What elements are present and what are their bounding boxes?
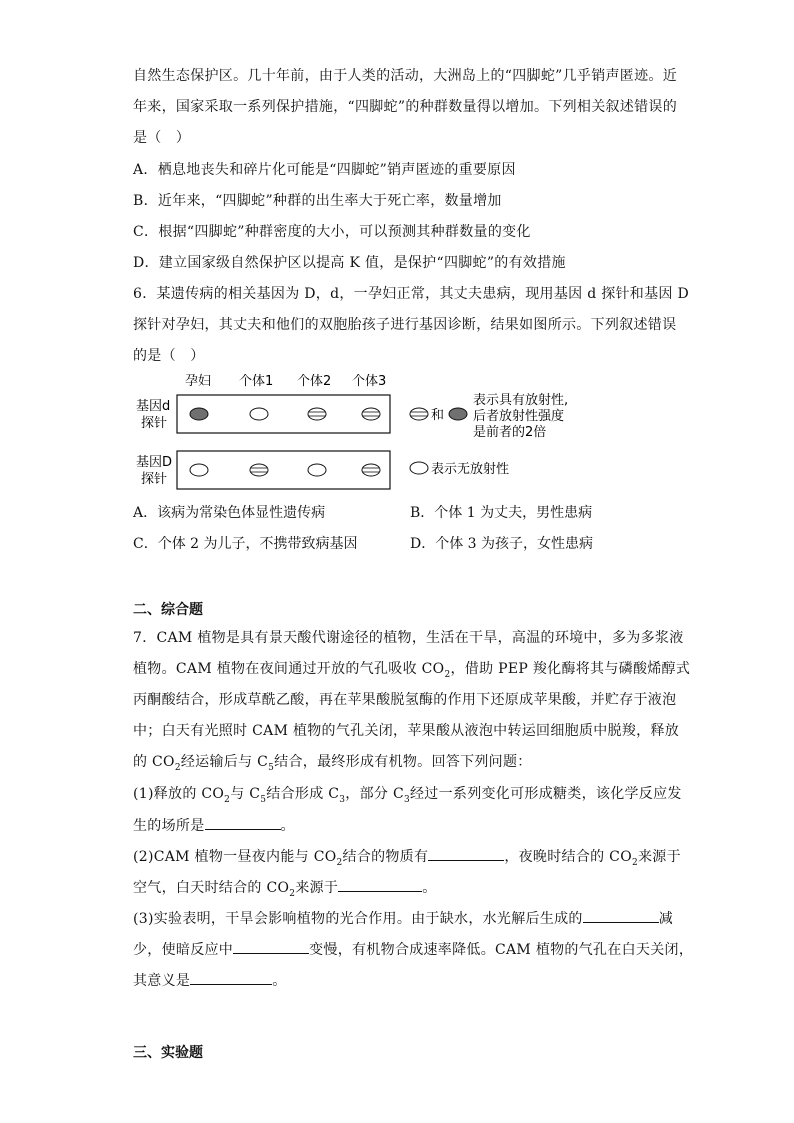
q5-line-2: 年来，国家采取一系列保护措施，“四脚蛇”的种群数量得以增加。下列相关叙述错误的 <box>133 99 678 115</box>
legend-striped-band <box>410 408 428 420</box>
col-label-ind3: 个体3 <box>352 374 387 389</box>
q7-sub3-line2: 少，使暗反应中 变慢，有机物合成速率降低。CAM 植物的气孔在白天关闭， <box>133 939 673 960</box>
row1-band-ind3 <box>362 408 380 420</box>
row1-label-a: 基因d <box>136 399 171 414</box>
q6-option-c: C．个体 2 为儿子，不携带致病基因 <box>133 536 358 552</box>
answer-blank-2[interactable] <box>428 846 504 861</box>
row2-band-ind2 <box>308 464 326 476</box>
legend-and: 和 <box>431 408 445 423</box>
q6-line-3: 的是（ ） <box>133 348 205 364</box>
section-2-heading: 二、综合题 <box>133 602 203 618</box>
q6-line-2: 探针对孕妇，其丈夫和他们的双胞胎孩子进行基因诊断，结果如图所示。下列叙述错误 <box>133 317 677 333</box>
answer-blank-4[interactable] <box>583 908 659 923</box>
q6-option-d: D．个体 3 为孩子，女性患病 <box>410 536 594 552</box>
row1-band-pregnant <box>190 408 208 420</box>
q7-para-2: 植物。CAM 植物在夜间通过开放的气孔吸收 $CO_2$，借助 PEP 羧化酶将其与磷酸烯醇式 <box>133 661 691 680</box>
q7-para-4: 中；白天有光照时 CAM 植物的气孔关闭，苹果酸从液泡中转运回细胞质中脱羧，释放 <box>133 723 680 739</box>
gene-probe-figure <box>133 372 613 492</box>
row2-band-ind3 <box>362 464 380 476</box>
row2-label-b: 探针 <box>141 472 168 487</box>
row1-band-ind1 <box>250 408 268 420</box>
q7-para-3: 丙酮酸结合，形成草酰乙酸，再在苹果酸脱氢酶的作用下还原成苹果酸，并贮存于液泡 <box>133 692 677 708</box>
q7-sub2-line1: (2)CAM 植物一昼夜内能与 $CO_2$结合的物质有 ，夜晚时结合的 $CO_2$来源于 <box>133 846 673 873</box>
section-3-heading: 三、实验题 <box>133 1045 203 1061</box>
legend1-line3: 是前者的2倍 <box>473 425 547 440</box>
q7-sub3-line3: 其意义是 。 <box>133 970 673 991</box>
q5-option-a: A．栖息地丧失和碎片化可能是“四脚蛇”销声匿迹的重要原因 <box>133 162 516 178</box>
answer-blank-5[interactable] <box>233 939 309 954</box>
row1-band-ind2 <box>308 408 326 420</box>
legend-dark-band <box>449 408 467 420</box>
q5-option-b: B．近年来，“四脚蛇”种群的出生率大于死亡率，数量增加 <box>133 193 502 209</box>
q7-para-5: 的 $CO_2$经运输后与 $C_5$结合，最终形成有机物。回答下列问题： <box>133 754 532 773</box>
col-label-ind2: 个体2 <box>297 374 332 389</box>
q6-option-a: A．该病为常染色体显性遗传病 <box>133 505 326 521</box>
col-label-pregnant: 孕妇 <box>185 374 212 389</box>
legend2-text: 表示无放射性 <box>431 462 510 477</box>
row2-band-pregnant <box>190 464 208 476</box>
q7-sub1-line1: (1)释放的 $CO_2$与 $C_5$结合形成 $C_3$，部分 $C_3$经过一系列变化可形成糖类，该化学反应发 <box>133 786 682 805</box>
q5-line-3: 是（ ） <box>133 130 191 146</box>
q6-line-1: 6．某遗传病的相关基因为 D，d，一孕妇正常，其丈夫患病，现用基因 d 探针和基因 D <box>133 286 689 302</box>
q5-line-1: 自然生态保护区。几十年前，由于人类的活动，大洲岛上的“四脚蛇”几乎销声匿迹。近 <box>133 68 678 84</box>
legend-empty-band <box>410 462 428 474</box>
row1-box <box>177 395 390 433</box>
q5-option-d: D．建立国家级自然保护区以提高 K 值，是保护“四脚蛇”的有效措施 <box>133 255 566 271</box>
q7-sub2-line2: 空气，白天时结合的 $CO_2$来源于 。 <box>133 877 673 904</box>
legend1-line1: 表示具有放射性, <box>473 393 569 408</box>
q7-para-1: 7．CAM 植物是具有景天酸代谢途径的植物，生活在干旱，高温的环境中，多为多浆液 <box>133 630 684 646</box>
answer-blank-1[interactable] <box>205 815 281 830</box>
q7-sub3-line1: (3)实验表明，干旱会影响植物的光合作用。由于缺水，水光解后生成的 减 <box>133 908 673 929</box>
answer-blank-6[interactable] <box>190 970 272 985</box>
row2-band-ind1 <box>250 464 268 476</box>
q6-option-b: B．个体 1 为丈夫，男性患病 <box>410 505 593 521</box>
row2-box <box>177 451 390 489</box>
q5-option-c: C．根据“四脚蛇”种群密度的大小，可以预测其种群数量的变化 <box>133 224 531 240</box>
col-label-ind1: 个体1 <box>239 374 274 389</box>
legend1-line2: 后者放射性强度 <box>473 409 565 424</box>
q7-sub1-line2: 生的场所是 。 <box>133 815 673 836</box>
answer-blank-3[interactable] <box>338 877 422 892</box>
row2-label-a: 基因D <box>136 455 173 470</box>
row1-label-b: 探针 <box>141 416 168 431</box>
